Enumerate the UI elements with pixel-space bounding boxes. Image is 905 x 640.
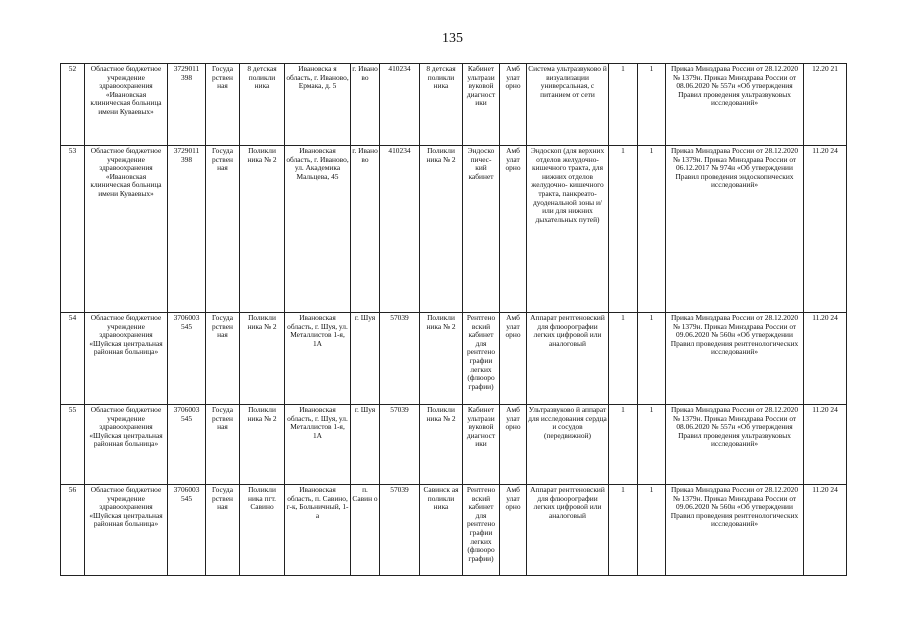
table-row bbox=[61, 313, 847, 405]
order-reference: Приказ Минздрава России от 28.12.2020 № 1379н. Приказ Минздрава России от 09.06.2020 № 560н «Об утверждении Правил проведения рентгенологических исследований» bbox=[666, 313, 804, 405]
unit-name: Савинск ая поликли ника bbox=[420, 485, 463, 576]
unit-name: Поликли ника № 2 bbox=[420, 313, 463, 405]
equipment-name: Аппарат рентгеновский для флюорографии легких цифровой или аналоговый bbox=[527, 313, 609, 405]
room-name: Рентгено вский кабинет для рентгено графии легких (флюоро графии) bbox=[463, 485, 500, 576]
register-table bbox=[60, 63, 847, 576]
city: п. Савин о bbox=[351, 485, 380, 576]
quantity-planned: 1 bbox=[609, 485, 638, 576]
inn-code: 3729011 398 bbox=[168, 146, 206, 313]
quantity-actual: 1 bbox=[638, 64, 666, 146]
order-reference: Приказ Минздрава России от 28.12.2020 № 1379н. Приказ Минздрава России от 08.06.2020 № 557н «Об утверждения Правил проведения ультразвуковых исследований» bbox=[666, 64, 804, 146]
care-type: Амб улат орно bbox=[500, 146, 527, 313]
page-number: 135 bbox=[442, 31, 463, 46]
delivery-date: 11.20 24 bbox=[804, 405, 847, 485]
row-number: 55 bbox=[61, 405, 85, 485]
address: Ивановская область, п. Савино, г-к, Больничный, 1-а bbox=[285, 485, 351, 576]
quantity-actual: 1 bbox=[638, 146, 666, 313]
row-number: 53 bbox=[61, 146, 85, 313]
equipment-name: Эндоскоп (для верхних отделов желудочно- кишечного тракта, для нижних отделов желудочно- кишечного тракта, панкреато- дуоденальной зоны и/или для нижних дыхательных путей) bbox=[527, 146, 609, 313]
equipment-name: Аппарат рентгеновский для флюорографии легких цифровой или аналоговый bbox=[527, 485, 609, 576]
equipment-name: Система ультразвуково й визуализации универсальная, с питанием от сети bbox=[527, 64, 609, 146]
delivery-date: 12.20 21 bbox=[804, 64, 847, 146]
delivery-date: 11.20 24 bbox=[804, 485, 847, 576]
quantity-planned: 1 bbox=[609, 313, 638, 405]
order-reference: Приказ Минздрава России от 28.12.2020 № 1379н. Приказ Минздрава России от 08.06.2020 № 557н «Об утверждения Правил проведения ультразвуковых исследований» bbox=[666, 405, 804, 485]
room-name: Эндоско пичес- кий кабинет bbox=[463, 146, 500, 313]
delivery-date: 11.20 24 bbox=[804, 146, 847, 313]
ownership-type: Госуда рствен ная bbox=[206, 405, 240, 485]
okato-code: 410234 bbox=[380, 64, 420, 146]
order-reference: Приказ Минздрава России от 28.12.2020 № 1379н. Приказ Минздрава России от 09.06.2020 № 560н «Об утверждении Правил проведения рентгенологических исследований» bbox=[666, 485, 804, 576]
inn-code: 3706003 545 bbox=[168, 405, 206, 485]
organization-name: Областное бюджетное учреждение здравоохранения «Шуйская центральная районная больница» bbox=[85, 405, 168, 485]
room-name: Кабинет ультрази вуковой диагност ики bbox=[463, 64, 500, 146]
inn-code: 3706003 545 bbox=[168, 485, 206, 576]
table-row bbox=[61, 64, 847, 146]
address: Ивановска я область, г. Иваново, Ермака, д. 5 bbox=[285, 64, 351, 146]
row-number: 54 bbox=[61, 313, 85, 405]
quantity-actual: 1 bbox=[638, 313, 666, 405]
division-name: Поликли ника № 2 bbox=[240, 146, 285, 313]
care-type: Амб улат орно bbox=[500, 405, 527, 485]
organization-name: Областное бюджетное учреждение здравоохранения «Ивановская клиническая больница имени Куваевых» bbox=[85, 64, 168, 146]
quantity-planned: 1 bbox=[609, 64, 638, 146]
city: г. Шуя bbox=[351, 405, 380, 485]
delivery-date: 11.20 24 bbox=[804, 313, 847, 405]
organization-name: Областное бюджетное учреждение здравоохранения «Шуйская центральная районная больница» bbox=[85, 313, 168, 405]
division-name: 8 детская поликли ника bbox=[240, 64, 285, 146]
division-name: Поликли ника № 2 bbox=[240, 313, 285, 405]
room-name: Рентгено вский кабинет для рентгено графии легких (флюоро графии) bbox=[463, 313, 500, 405]
care-type: Амб улат орно bbox=[500, 64, 527, 146]
room-name: Кабинет ультрази вуковой диагност ики bbox=[463, 405, 500, 485]
table-row bbox=[61, 146, 847, 313]
table-row bbox=[61, 485, 847, 576]
okato-code: 57039 bbox=[380, 313, 420, 405]
okato-code: 410234 bbox=[380, 146, 420, 313]
city: г. Ивано во bbox=[351, 146, 380, 313]
unit-name: Поликли ника № 2 bbox=[420, 405, 463, 485]
row-number: 56 bbox=[61, 485, 85, 576]
city: г. Ивано во bbox=[351, 64, 380, 146]
quantity-planned: 1 bbox=[609, 146, 638, 313]
unit-name: 8 детская поликли ника bbox=[420, 64, 463, 146]
okato-code: 57039 bbox=[380, 405, 420, 485]
ownership-type: Госуда рствен ная bbox=[206, 485, 240, 576]
order-reference: Приказ Минздрава России от 28.12.2020 № 1379н. Приказ Минздрава России от 06.12.2017 № 974н «Об утверждении Правил проведения эндоскопических исследований» bbox=[666, 146, 804, 313]
organization-name: Областное бюджетное учреждение здравоохранения «Шуйская центральная районная больница» bbox=[85, 485, 168, 576]
equipment-name: Ультразвуково й аппарат для исследования сердца и сосудов (передвижной) bbox=[527, 405, 609, 485]
inn-code: 3729011 398 bbox=[168, 64, 206, 146]
quantity-actual: 1 bbox=[638, 405, 666, 485]
quantity-actual: 1 bbox=[638, 485, 666, 576]
row-number: 52 bbox=[61, 64, 85, 146]
inn-code: 3706003 545 bbox=[168, 313, 206, 405]
city: г. Шуя bbox=[351, 313, 380, 405]
ownership-type: Госуда рствен ная bbox=[206, 64, 240, 146]
address: Ивановская область, г. Шуя, ул. Металлистов 1-я, 1А bbox=[285, 405, 351, 485]
organization-name: Областное бюджетное учреждение здравоохранения «Ивановская клиническая больница имени Куваевых» bbox=[85, 146, 168, 313]
okato-code: 57039 bbox=[380, 485, 420, 576]
division-name: Поликли ника пгт. Савино bbox=[240, 485, 285, 576]
table-row bbox=[61, 405, 847, 485]
care-type: Амб улат орно bbox=[500, 485, 527, 576]
care-type: Амб улат орно bbox=[500, 313, 527, 405]
ownership-type: Госуда рствен ная bbox=[206, 146, 240, 313]
address: Ивановская область, г. Иваново, ул. Академика Мальцева, 45 bbox=[285, 146, 351, 313]
address: Ивановская область, г. Шуя, ул. Металлистов 1-я, 1А bbox=[285, 313, 351, 405]
quantity-planned: 1 bbox=[609, 405, 638, 485]
ownership-type: Госуда рствен ная bbox=[206, 313, 240, 405]
unit-name: Поликли ника № 2 bbox=[420, 146, 463, 313]
division-name: Поликли ника № 2 bbox=[240, 405, 285, 485]
